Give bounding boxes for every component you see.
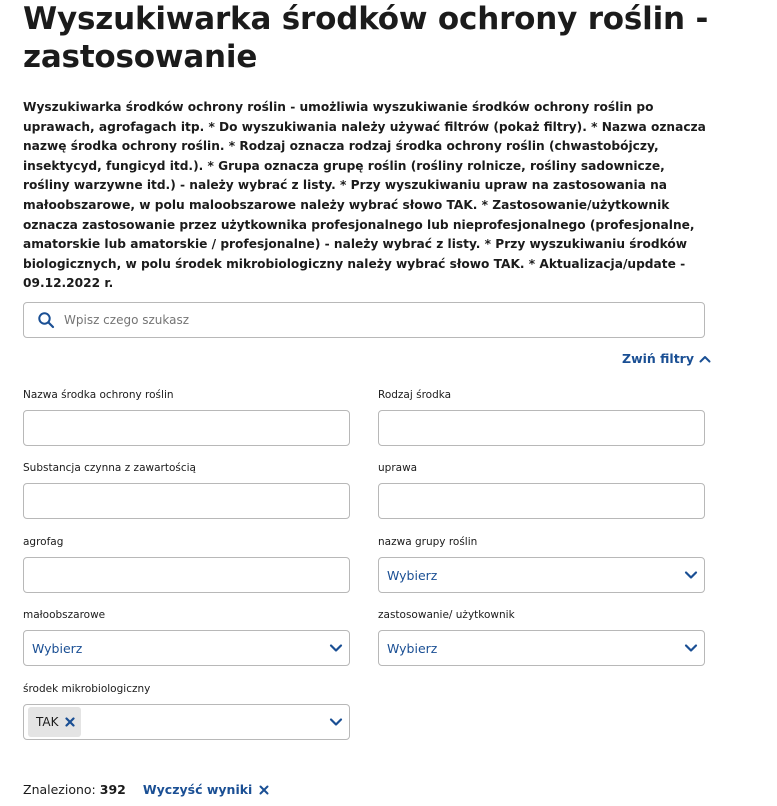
results-found-label: Znaleziono: xyxy=(23,782,96,797)
zastosowanie-select[interactable] xyxy=(378,630,705,666)
close-icon xyxy=(259,785,269,795)
remove-tag-button[interactable] xyxy=(65,717,75,727)
selected-tag-label: TAK xyxy=(36,715,59,729)
collapse-filters-link[interactable] xyxy=(622,351,711,366)
rodzaj-input[interactable] xyxy=(379,411,704,445)
field-agrofag xyxy=(23,535,350,593)
page-description: Wyszukiwarka środków ochrony roślin - umożliwia wyszukiwanie środków ochrony roślin po uprawach, agrofagach itp. * Do wyszukiwania należy używać filtrów (pokaż filtry). * Nazwa oznacza nazwę środka ochrony roślin. * Rodzaj oznacza rodzaj środka ochrony roślin (chwastobójczy, insektycyd, fungicyd itd.). * Grupa oznacza grupę roślin (rośliny rolnicze, rośliny sadownicze, rośliny warzywne itd.) - należy wybrać z listy. * Przy wyszukiwaniu upraw na zastosowania na małoobszarowe, w polu maloobszarowe należy wybrać słowo TAK. * Zastosowanie/użytkownik oznacza zastosowanie przez użytkownika profesjonalnego lub nieprofesjonalnego (profesjonalne, amatorskie lub amatorskie / profesjonalne) - należy wybrać z listy. * Przy wyszukiwaniu środków biologicznych, w polu środek mikrobiologiczny należy wybrać słowo TAK. * Aktualizacja/update - 09.12.2022 r. xyxy=(23,100,706,291)
search-box xyxy=(23,302,705,338)
maloobszarowe-select[interactable] xyxy=(23,630,350,666)
field-mikrobiologiczny-label: środek mikrobiologiczny xyxy=(23,683,151,695)
field-uprawa xyxy=(378,461,705,519)
chevron-up-icon xyxy=(699,354,711,364)
chevron-down-icon xyxy=(684,641,698,655)
collapse-filters-label: Zwiń filtry xyxy=(622,351,694,366)
chevron-down-icon xyxy=(684,568,698,582)
chevron-down-icon xyxy=(329,641,343,655)
field-uprawa-label: uprawa xyxy=(378,462,418,474)
search-input[interactable] xyxy=(64,305,704,335)
field-substancja xyxy=(23,461,350,519)
grupa-select[interactable] xyxy=(378,557,705,593)
mikrobiologiczny-select[interactable] xyxy=(23,704,350,740)
clear-results-button[interactable] xyxy=(143,782,269,797)
substancja-input[interactable] xyxy=(24,484,349,518)
field-maloobszarowe-label: małoobszarowe xyxy=(23,609,106,621)
field-grupa xyxy=(378,535,705,593)
field-rodzaj-label: Rodzaj środka xyxy=(378,389,452,401)
agrofag-input[interactable] xyxy=(24,558,349,592)
nazwa-input[interactable] xyxy=(24,411,349,445)
clear-results-label: Wyczyść wyniki xyxy=(142,782,253,797)
field-grupa-label: nazwa grupy roślin xyxy=(378,536,478,548)
field-zastosowanie-label: zastosowanie/ użytkownik xyxy=(378,609,515,621)
results-bar xyxy=(23,782,269,797)
page-title: Wyszukiwarka środków ochrony roślin - zastosowanie xyxy=(23,1,709,75)
selected-tag xyxy=(28,707,81,737)
search-icon[interactable] xyxy=(37,311,55,329)
grupa-select-value: Wybierz xyxy=(387,567,438,583)
field-nazwa-label: Nazwa środka ochrony roślin xyxy=(23,389,174,401)
zastosowanie-select-value: Wybierz xyxy=(387,640,438,656)
field-maloobszarowe xyxy=(23,608,350,666)
field-rodzaj xyxy=(378,388,705,446)
results-count: 392 xyxy=(99,782,126,797)
maloobszarowe-select-value: Wybierz xyxy=(32,640,83,656)
field-agrofag-label: agrofag xyxy=(23,536,64,548)
field-substancja-label: Substancja czynna z zawartością xyxy=(23,462,196,474)
close-icon xyxy=(65,717,75,727)
field-nazwa xyxy=(23,388,350,446)
field-mikrobiologiczny xyxy=(23,682,350,740)
chevron-down-icon xyxy=(329,715,343,729)
uprawa-input[interactable] xyxy=(379,484,704,518)
field-zastosowanie xyxy=(378,608,705,666)
